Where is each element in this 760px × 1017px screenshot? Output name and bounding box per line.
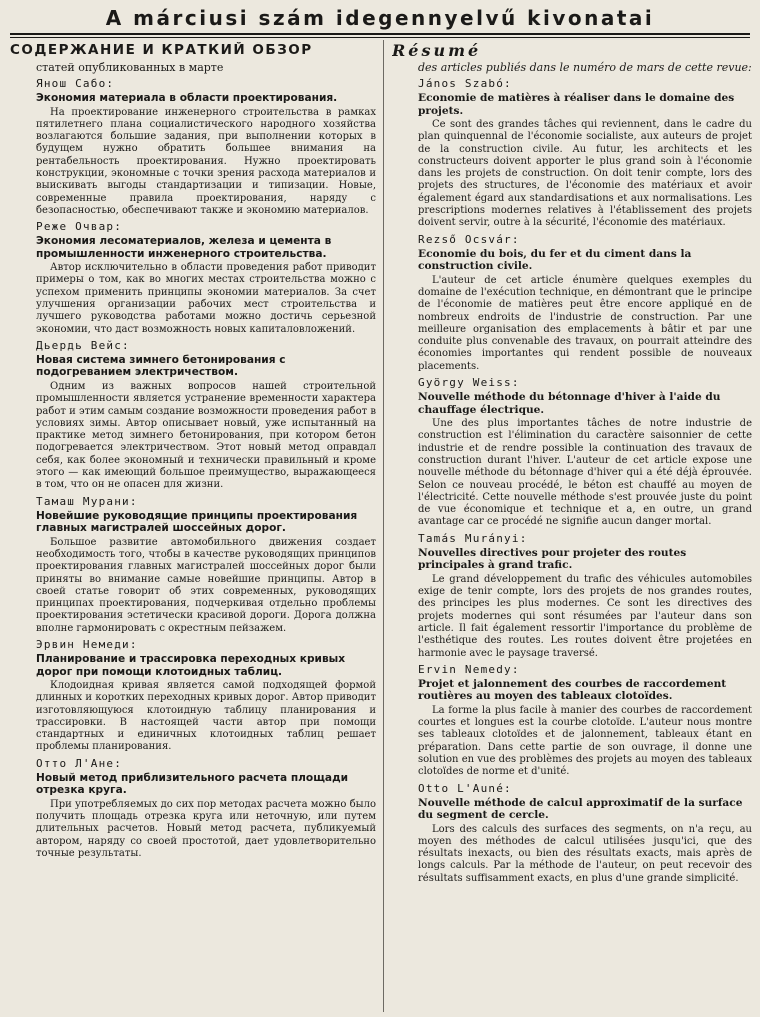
article-abstract: Ce sont des grandes tâches qui reviennent, dans le cadre du plan quinquennal de l'économie socialiste, aux auteurs de projet de la construction civile. Au futur, les architects et les constructeurs doivent apporter le plus grand soin à l'économie dans les projets de construction. On doit tenir compte, lors des projets des structures, de l'économie des matériaux et avoir également égard aux standardisations et aux normalisations. Les prescriptions modernes relatives à l'établissement des projets doivent servir, outre à la sécurité, l'économie des matériaux. xyxy=(418,119,752,229)
article-abstract: Une des plus importantes tâches de notre industrie de construction est l'élimination du caractère saisonnier de cette industrie et de rendre possible la continuation des travaux de construction durant l'hiver. L'auteur de cet article expose une nouvelle méthode du bétonnage d'hiver qui a été déjà éprouvée. Selon ce nouveau procédé, le béton est chauffé au moyen de l'électricité. Cette nouvelle méthode s'est prouvée juste du point de vue économique et technique et a, en outre, un grand avantage car ce procédé ne signifie aucun danger mortal. xyxy=(418,418,752,528)
french-heading: Résumé xyxy=(392,42,482,59)
title-rule-bottom xyxy=(10,37,750,38)
article-abstract: Автор исключительно в области проведения работ приводит примеры о том, как во многих местах строительства можно с успехом применить принципы экономии материалов. За счет улучшения организации рабочих мест строительства и лучшего руководства работами можно достичь серьезной экономии, что даст возможность новых капиталовложений. xyxy=(36,262,376,335)
title-rule-top xyxy=(10,33,750,35)
article-abstract: При употребляемых до сих пор методах расчета можно было получить площадь отрезка круга или неточную, или путем длительных расчетов. Новый метод расчета, публикуемый автором, наряду со своей простотой, дает удовлетворительно точные результаты. xyxy=(36,798,376,859)
article-author: Тамаш Мурани: xyxy=(36,494,138,508)
article-title: Экономия материала в области проектирования. xyxy=(36,92,338,104)
russian-article xyxy=(10,757,376,860)
article-title: Projet et jalonnement des courbes de raccordement routières au moyen des tableaux clotoïdes. xyxy=(418,677,727,703)
article-title: Планирование и трассировка переходных кривых дорог при помощи клотоидных таблиц. xyxy=(36,653,346,678)
article-abstract: Lors des calculs des surfaces des segments, on n'a reçu, au moyen des méthodes de calcul utilisées jusqu'ici, que des résultats inexacts, ou bien des résultats exacts, mais après de longs calculs. Par la méthode de l'auteur, on peut recevoir des résultats suffisamment exacts, en plus d'une grande simplicité. xyxy=(418,823,752,884)
article-title: Economie de matières à réaliser dans le domaine des projets. xyxy=(418,92,735,117)
french-column xyxy=(392,42,752,1014)
article-author: Эрвин Немеди: xyxy=(36,638,138,651)
article-title: Nouvelles directives pour projeter des routes principales à grand trafic. xyxy=(418,546,687,572)
article-author: Ervin Nemedy: xyxy=(418,662,520,676)
french-article xyxy=(392,376,752,529)
article-title: Новейшие руководящие принципы проектирования главных магистралей шоссейных дорог. xyxy=(36,509,358,535)
article-author: Дьердь Вейс: xyxy=(36,338,130,352)
article-abstract: Большое развитие автомобильного движения создает необходимость того, чтобы в качестве руководящих принципов проектирования главных магистралей шоссейных дорог были приняты во внимание самые новейшие принципы. Автор в своей статье говорит об этих современных, руководящих принципах проектирования, подчеркивая отдельно проблемы проектирования эстетически красивой дороги. Дорога должна вполне гармонировать с окрестным пейзажем. xyxy=(36,536,376,634)
article-author: Tamás Murányi: xyxy=(418,531,528,545)
article-title: Economie du bois, du fer et du ciment dans la construction civile. xyxy=(418,247,692,273)
russian-subheading: статей опубликованных в марте xyxy=(36,61,224,74)
russian-column xyxy=(10,42,376,1014)
article-title: Nouvelle méthode du bétonnage d'hiver à l'aide du chauffage électrique. xyxy=(418,391,721,416)
article-author: Otto L'Auné: xyxy=(418,781,512,795)
french-article xyxy=(392,782,752,885)
article-author: Реже Очвар: xyxy=(36,220,123,234)
russian-article xyxy=(10,77,376,217)
russian-article xyxy=(10,339,376,492)
french-article xyxy=(392,233,752,373)
article-abstract: L'auteur de cet article énumère quelques exemples du domaine de l'exécution technique, en démontrant que le principe de l'économie de matières peut être encore appliqué en de nombreux endroits de l'industrie de construction. Par une meilleure organisation des emplacements à bâtir et par une conduite plus convenable des travaux, on pourrait atteindre des économies importantes qui rendent possible de nouveaux placements. xyxy=(418,274,752,372)
article-author: György Weiss: xyxy=(418,376,520,390)
article-abstract: La forme la plus facile à manier des courbes de raccordement courtes et longues est la courbe clotoïde. L'auteur nous montre ses tableaux clotoïdes et de jalonnement, tableaux étant en préparation. Dans cette partie de son ouvrage, il donne une solution en vue des problèmes des projets au moyen des tableaux clotoïdes de norme et d'unité. xyxy=(418,704,752,778)
russian-article xyxy=(10,495,376,635)
article-abstract: Одним из важных вопросов нашей строительной промышленности является устранение временности характера работ и этим самым создание возможности проведения работ в условиях зимы. Автор описывает новый, уже испытанный на практике метод зимнего бетонирования, при котором бетон подогревается электричеством. Этот новый метод оправдал себя, как более экономный и технически правильный и кроме этого — как имеющий большое преимущество, выражающееся в том, что он не опасен для жизни. xyxy=(36,380,376,491)
column-divider xyxy=(383,40,384,1012)
article-author: Rezső Ocsvár: xyxy=(418,232,520,246)
french-article xyxy=(392,77,752,230)
page-title: A márciusi szám idegennyelvű kivonatai xyxy=(105,6,655,30)
article-title: Новая система зимнего бетонирования с подогреванием электричеством. xyxy=(36,353,286,379)
article-title: Nouvelle méthode de calcul approximatif de la surface du segment de cercle. xyxy=(418,796,743,822)
article-author: János Szabó: xyxy=(418,77,512,90)
article-author: Отто Л'Ане: xyxy=(36,756,123,770)
french-subheading: des articles publiés dans le numéro de mars de cette revue: xyxy=(418,61,752,74)
russian-heading: СОДЕРЖАНИЕ И КРАТКИЙ ОБЗОР xyxy=(10,42,313,58)
article-abstract: Клодоидная кривая является самой подходящей формой длинных и коротких переходных кривых дорог. Автор приводит изготовляющуюся клотоидную таблицу планирования и трассировки. В настоящей части автор при помощи стандартных и единичных клотоидных таблиц решает проблемы планирования. xyxy=(36,680,376,753)
article-title: Экономия лесоматериалов, железа и цемента в промышленности инженерного строительства. xyxy=(36,235,332,260)
russian-article xyxy=(10,220,376,336)
french-article xyxy=(392,532,752,660)
russian-article xyxy=(10,638,376,754)
article-author: Янош Сабо: xyxy=(36,77,115,90)
article-abstract: На проектирование инженерного строительства в рамках пятилетнего плана социалистического народного хозяйства возлагаются большие задания, при выполнении которых в будущем нужно обратить большее внимания на рентабельность проектирования. Нужно проектировать конструкции, экономные с точки зрения расхода материалов и выискивать выгоды стандартизации и типизации. Новые, современные правила проектирования, наряду с безопасностью, обеспечивают также и экономию материалов. xyxy=(36,106,376,216)
article-title: Новый метод приблизительного расчета площади отрезка круга. xyxy=(36,771,349,797)
french-article xyxy=(392,663,752,779)
article-abstract: Le grand développement du trafic des véhicules automobiles exige de tenir compte, lors des projets de nos grandes routes, des principes les plus modernes. Ce sont les directives des projets modernes qui sont résumées par l'auteur dans son article. Il fait également ressortir l'importance du problème de l'esthétique des routes. Les routes doivent être projetées en harmonie avec le paysage traversé. xyxy=(418,573,752,659)
